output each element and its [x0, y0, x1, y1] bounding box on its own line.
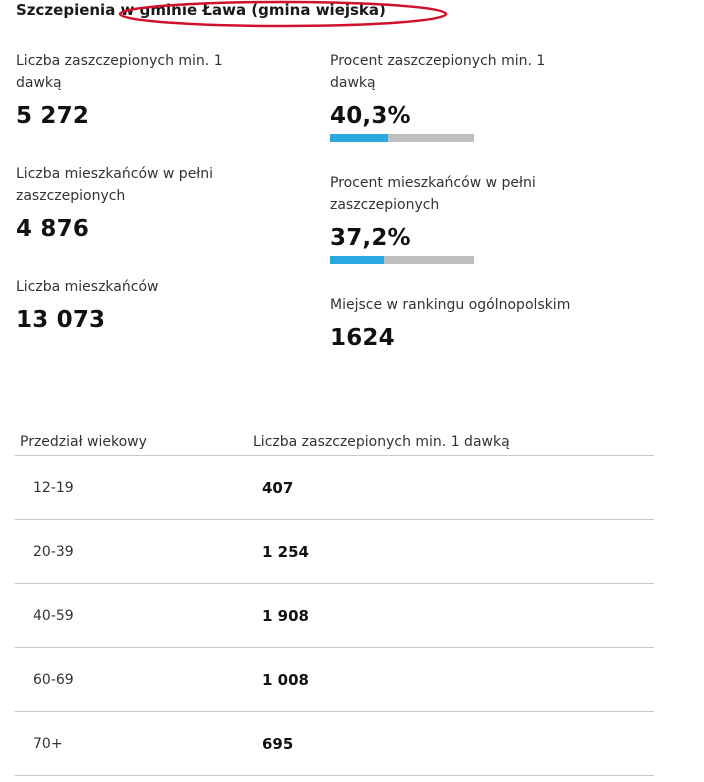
- stat-label: Miejsce w rankingu ogólnopolskim: [330, 297, 571, 313]
- annotation-ellipse: [116, 0, 450, 30]
- stat-fully-vaccinated: [16, 163, 246, 242]
- stat-ranking: [330, 294, 590, 351]
- stat-label: Liczba mieszkańców: [16, 279, 159, 295]
- count-cell: 1 908: [262, 606, 309, 625]
- stat-label: Liczba mieszkańców w pełni zaszczepionych: [16, 166, 214, 204]
- count-cell: 1 008: [262, 670, 309, 689]
- progress-bar-one-dose: [330, 134, 474, 142]
- stat-label: Liczba zaszczepionych min. 1 dawką: [16, 53, 223, 91]
- age-range-cell: 20-39: [33, 543, 74, 560]
- stat-residents: [16, 276, 246, 333]
- stat-value: 37,2%: [330, 225, 411, 251]
- progress-fill: [330, 134, 388, 142]
- table-row: [15, 520, 654, 584]
- stat-percent-one-dose: [330, 50, 560, 142]
- count-cell: 407: [262, 478, 294, 497]
- progress-fill: [330, 256, 384, 264]
- age-range-cell: 40-59: [33, 607, 74, 624]
- stat-percent-fully: [330, 172, 560, 264]
- table-row: [15, 648, 654, 712]
- stat-value: 1624: [330, 325, 395, 351]
- age-range-cell: 70+: [33, 735, 63, 752]
- age-table: [15, 418, 654, 776]
- stat-value: 4 876: [16, 216, 90, 242]
- stat-vaccinated-one-dose: [16, 50, 246, 129]
- table-header: [15, 418, 654, 456]
- count-cell: 1 254: [262, 542, 309, 561]
- stat-label: Procent mieszkańców w pełni zaszczepionych: [330, 175, 536, 213]
- column-header-age: Przedział wiekowy: [20, 434, 147, 450]
- table-row: [15, 712, 654, 776]
- column-header-count: Liczba zaszczepionych min. 1 dawką: [253, 434, 510, 450]
- stat-value: 13 073: [16, 307, 106, 333]
- age-range-cell: 12-19: [33, 479, 74, 496]
- stat-value: 40,3%: [330, 103, 411, 129]
- table-row: [15, 584, 654, 648]
- stat-label: Procent zaszczepionych min. 1 dawką: [330, 53, 546, 91]
- count-cell: 695: [262, 734, 294, 753]
- page-title: Szczepienia w gminie Ława (gmina wiejska): [16, 1, 386, 19]
- table-row: [15, 456, 654, 520]
- progress-bar-fully: [330, 256, 474, 264]
- stat-value: 5 272: [16, 103, 90, 129]
- age-range-cell: 60-69: [33, 671, 74, 688]
